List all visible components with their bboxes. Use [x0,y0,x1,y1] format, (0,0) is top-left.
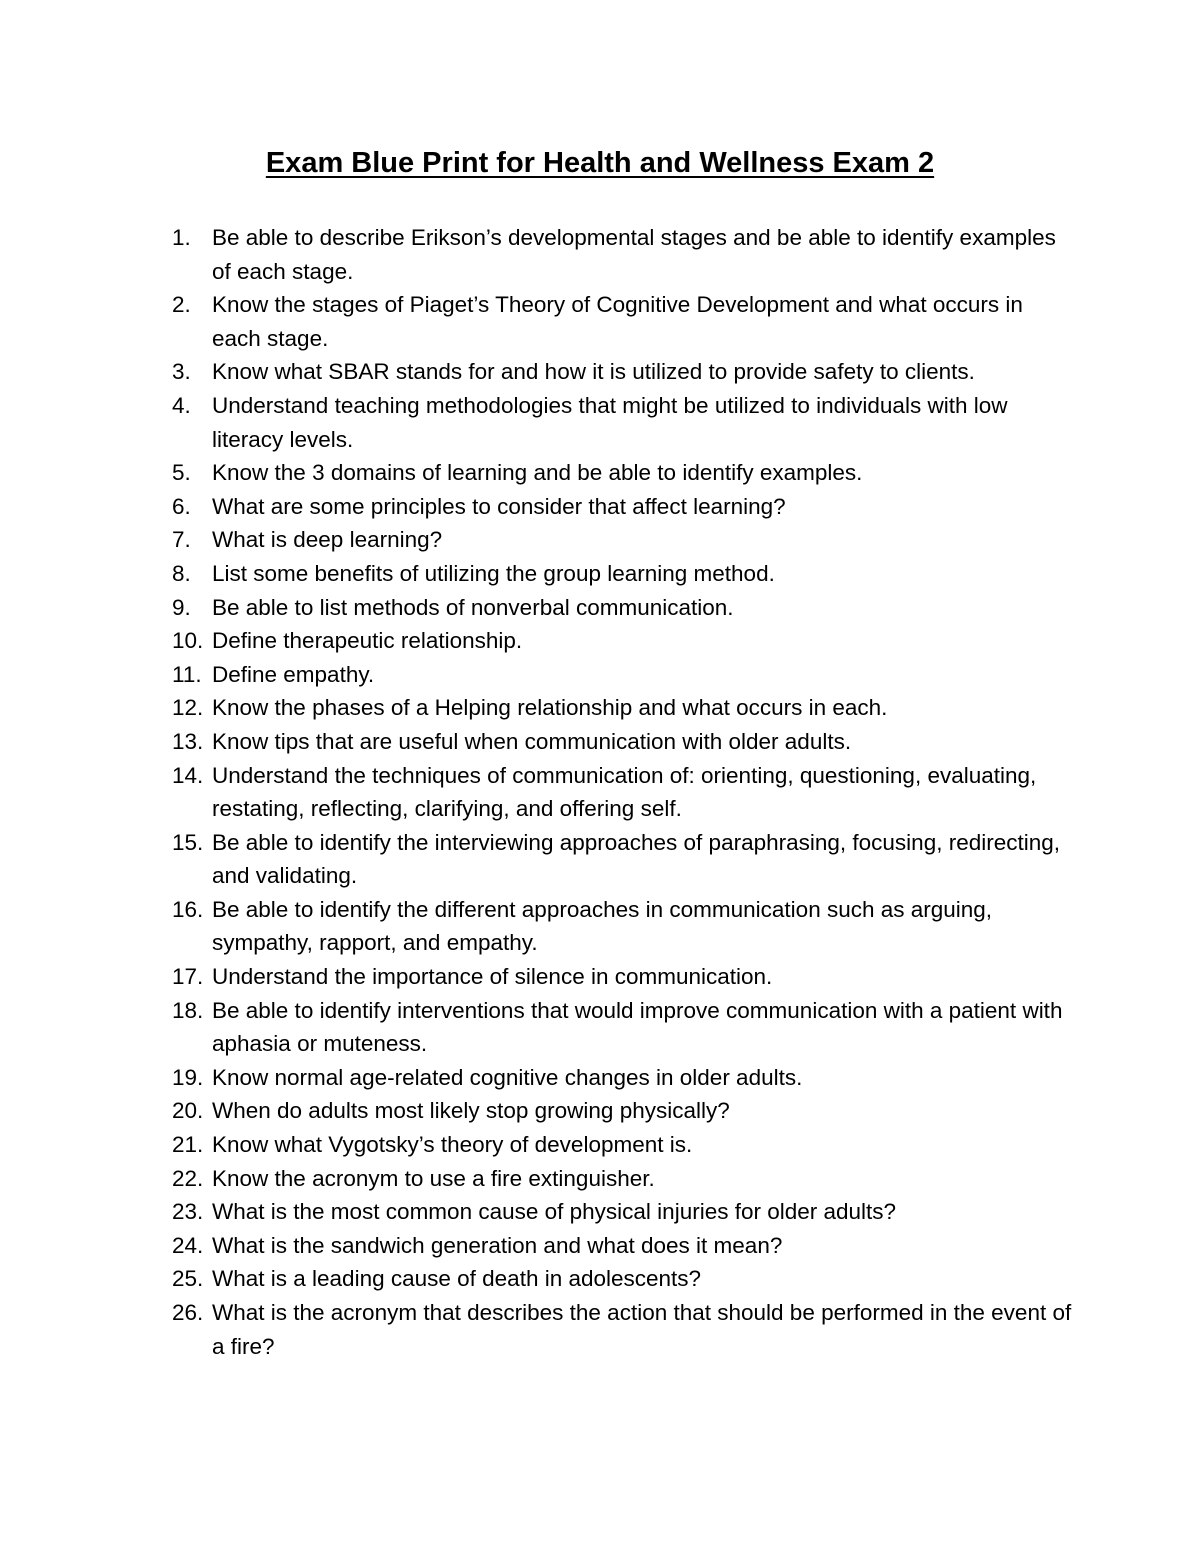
item-text: Understand the techniques of communication of: orienting, questioning, evaluating, restating, reflecting, clarifying, and offering self. [212,762,1037,822]
item-text: Be able to describe Erikson’s developmental stages and be able to identify examples of each stage. [212,225,1056,284]
item-text: Know tips that are useful when communication with older adults. [212,728,852,754]
item-number: 16. [172,896,204,922]
list-item [172,1162,1072,1196]
item-text: Understand the importance of silence in communication. [212,964,773,990]
page-title: Exam Blue Print for Health and Wellness Exam 2 [265,147,935,179]
item-text: Be able to list methods of nonverbal communication. [212,594,734,620]
item-number: 3. [172,359,191,385]
item-number: 5. [172,460,191,486]
list-item [172,1061,1072,1095]
item-text: When do adults most likely stop growing physically? [212,1098,730,1124]
list-item [172,1229,1072,1263]
list-item [172,826,1072,893]
list-item [172,1296,1072,1363]
item-number: 24. [172,1232,204,1258]
item-number: 20. [172,1098,204,1124]
item-text: Be able to identify the interviewing approaches of paraphrasing, focusing, redirecting, and validating. [212,829,1061,889]
list-item [172,1195,1072,1229]
item-number: 1. [172,225,191,250]
item-number: 14. [172,762,204,788]
item-number: 22. [172,1165,204,1191]
item-number: 7. [172,527,191,553]
question-list [172,221,1072,1363]
item-text: Understand teaching methodologies that might be utilized to individuals with low literacy levels. [212,392,1008,452]
item-number: 8. [172,560,191,586]
item-number: 10. [172,628,204,654]
list-item [172,960,1072,994]
item-text: Know the 3 domains of learning and be able to identify examples. [212,460,863,486]
item-text: Know the phases of a Helping relationship and what occurs in each. [212,695,888,721]
item-number: 18. [172,997,204,1023]
item-text: Know normal age-related cognitive changes in older adults. [212,1064,803,1090]
list-item [172,1128,1072,1162]
item-number: 6. [172,493,191,519]
item-number: 23. [172,1199,204,1225]
item-text: Be able to identify interventions that would improve communication with a patient with aphasia or muteness. [212,997,1063,1057]
item-number: 15. [172,829,204,855]
item-text: What is the sandwich generation and what does it mean? [212,1232,783,1258]
item-number: 17. [172,964,204,990]
list-item [172,557,1072,591]
item-text: Know what SBAR stands for and how it is utilized to provide safety to clients. [212,359,975,385]
item-text: Know the acronym to use a fire extinguisher. [212,1165,655,1191]
item-number: 13. [172,728,204,754]
item-number: 9. [172,594,191,620]
list-item [172,355,1072,389]
item-text: What is the acronym that describes the action that should be performed in the event of a fire? [212,1300,1072,1359]
list-item [172,658,1072,692]
list-item [172,725,1072,759]
item-number: 4. [172,392,191,418]
item-number: 12. [172,695,204,721]
list-item [172,591,1072,625]
item-text: Be able to identify the different approaches in communication such as arguing, sympathy, rapport, and empathy. [212,896,993,956]
item-number: 2. [172,292,191,318]
item-text: What are some principles to consider that affect learning? [212,493,786,519]
list-item [172,624,1072,658]
list-item [172,759,1072,826]
item-number: 21. [172,1132,204,1158]
item-text: Know the stages of Piaget’s Theory of Cognitive Development and what occurs in each stage. [212,292,1023,351]
list-item [172,1262,1072,1296]
item-number: 19. [172,1064,204,1090]
list-item [172,288,1072,355]
list-item [172,221,1072,288]
item-text: Define therapeutic relationship. [212,628,523,654]
list-item [172,691,1072,725]
list-item [172,994,1072,1061]
list-item [172,490,1072,524]
item-number: 26. [172,1300,204,1325]
item-text: List some benefits of utilizing the group learning method. [212,560,775,586]
item-text: Know what Vygotsky’s theory of development is. [212,1132,693,1158]
item-text: What is a leading cause of death in adolescents? [212,1266,702,1292]
list-item [172,1094,1072,1128]
item-text: What is deep learning? [212,527,443,553]
list-item [172,523,1072,557]
list-item [172,893,1072,960]
list-item [172,389,1072,456]
item-number: 25. [172,1266,204,1292]
list-item [172,456,1072,490]
item-text: What is the most common cause of physical injuries for older adults? [212,1199,897,1225]
item-text: Define empathy. [212,661,375,687]
item-number: 11. [172,661,202,687]
